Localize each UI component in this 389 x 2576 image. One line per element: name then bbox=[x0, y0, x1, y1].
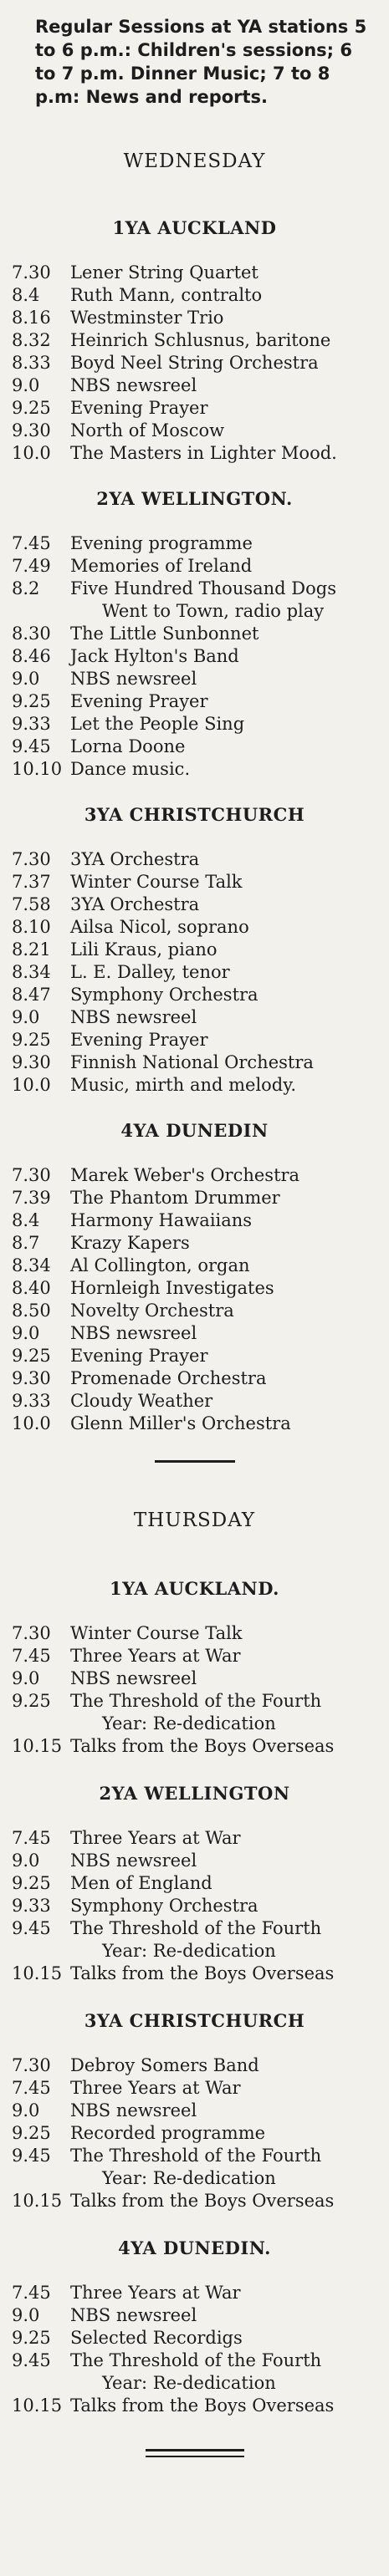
program-title: Harmony Hawaiians bbox=[70, 1210, 253, 1230]
station-block bbox=[12, 488, 377, 781]
program-time: 9.0 bbox=[12, 1668, 40, 1688]
program-item bbox=[12, 916, 377, 939]
program-item bbox=[12, 2077, 377, 2100]
program-title-wrap bbox=[70, 916, 377, 939]
program-item bbox=[12, 848, 377, 871]
program-title: NBS newsreel bbox=[70, 2100, 197, 2120]
program-title-wrap bbox=[70, 1345, 377, 1367]
program-title: The Threshold of the Fourth bbox=[70, 2350, 322, 2370]
program-title-wrap bbox=[70, 2145, 377, 2190]
program-time: 9.25 bbox=[12, 1873, 51, 1893]
program-time: 10.0 bbox=[12, 1413, 51, 1433]
program-item bbox=[12, 1667, 377, 1690]
program-title-continued: Year: Re-dedication bbox=[102, 1941, 276, 1961]
program-title: Three Years at War bbox=[70, 2283, 241, 2303]
program-title-wrap bbox=[70, 668, 377, 690]
program-item bbox=[12, 1367, 377, 1390]
program-item bbox=[12, 1074, 377, 1097]
program-item bbox=[12, 1255, 377, 1277]
program-item bbox=[12, 1827, 377, 1850]
program-title-continued: Year: Re-dedication bbox=[102, 2373, 276, 2393]
program-title: Evening Prayer bbox=[70, 1030, 208, 1050]
program-title-wrap bbox=[70, 1667, 377, 1690]
program-title: L. E. Dalley, tenor bbox=[70, 962, 230, 982]
program-title-wrap bbox=[70, 1390, 377, 1413]
station-block bbox=[12, 217, 377, 465]
program-time: 9.0 bbox=[12, 1323, 40, 1343]
station-heading: 2YA WELLINGTON. bbox=[96, 488, 293, 509]
program-time: 8.4 bbox=[12, 285, 40, 305]
program-title: Westminster Trio bbox=[70, 308, 224, 328]
program-title-wrap bbox=[70, 1074, 377, 1097]
program-title: Evening Prayer bbox=[70, 398, 208, 418]
program-title: Talks from the Boys Overseas bbox=[70, 2191, 335, 2211]
program-list bbox=[12, 1164, 377, 1435]
station-block bbox=[12, 804, 377, 1097]
program-title: The Little Sunbonnet bbox=[70, 624, 259, 644]
program-item bbox=[12, 1895, 377, 1917]
program-list bbox=[12, 1622, 377, 1758]
program-item bbox=[12, 2190, 377, 2212]
program-title-wrap bbox=[70, 2304, 377, 2327]
program-title-wrap bbox=[70, 2327, 377, 2349]
program-item bbox=[12, 442, 377, 465]
program-list bbox=[12, 2282, 377, 2417]
station-heading: 2YA WELLINGTON bbox=[99, 1783, 290, 1804]
station-block bbox=[12, 1783, 377, 1985]
program-title: Cloudy Weather bbox=[70, 1391, 213, 1411]
program-time: 10.15 bbox=[12, 1736, 63, 1756]
program-item bbox=[12, 420, 377, 442]
program-time: 7.45 bbox=[12, 2283, 51, 2303]
program-title: Evening Prayer bbox=[70, 1346, 208, 1366]
program-title-wrap bbox=[70, 2054, 377, 2077]
program-list bbox=[12, 2054, 377, 2212]
program-time: 7.30 bbox=[12, 2055, 51, 2075]
station-heading: 3YA CHRISTCHURCH bbox=[84, 804, 305, 825]
program-time: 7.49 bbox=[12, 556, 51, 576]
program-item bbox=[12, 329, 377, 352]
program-time: 9.0 bbox=[12, 669, 40, 689]
program-time: 8.34 bbox=[12, 962, 51, 982]
program-title-wrap bbox=[70, 2349, 377, 2395]
program-item bbox=[12, 1029, 377, 1051]
program-title-wrap bbox=[70, 713, 377, 736]
program-title: Hornleigh Investigates bbox=[70, 1278, 274, 1298]
day-heading: THURSDAY bbox=[133, 1509, 256, 1531]
program-title-wrap bbox=[70, 1622, 377, 1645]
program-item bbox=[12, 374, 377, 397]
program-time: 9.30 bbox=[12, 1368, 51, 1388]
program-title-wrap bbox=[70, 1029, 377, 1051]
program-title-wrap bbox=[70, 329, 377, 352]
program-item bbox=[12, 893, 377, 916]
program-title-wrap bbox=[70, 871, 377, 893]
program-time: 9.45 bbox=[12, 736, 51, 756]
program-title-continued: Went to Town, radio play bbox=[102, 601, 325, 621]
program-title-wrap bbox=[70, 420, 377, 442]
program-item bbox=[12, 1622, 377, 1645]
program-title-wrap bbox=[70, 1209, 377, 1232]
program-item bbox=[12, 1277, 377, 1300]
program-time: 7.45 bbox=[12, 1646, 51, 1666]
program-time: 9.25 bbox=[12, 398, 51, 418]
program-title-wrap bbox=[70, 736, 377, 758]
program-time: 7.30 bbox=[12, 849, 51, 869]
program-list bbox=[12, 848, 377, 1097]
program-item bbox=[12, 1187, 377, 1209]
station-heading: 1YA AUCKLAND bbox=[112, 217, 277, 238]
program-title: NBS newsreel bbox=[70, 2305, 197, 2325]
program-title-wrap bbox=[70, 284, 377, 307]
program-time: 10.15 bbox=[12, 2191, 63, 2211]
program-time: 8.47 bbox=[12, 985, 51, 1005]
regular-sessions-note: Regular Sessions at YA stations 5 to 6 p.m.: Children's sessions; 6 to 7 p.m. Dinner Music; 7 to 8 p.m: News and reports. bbox=[35, 17, 367, 107]
program-title-wrap bbox=[70, 2100, 377, 2122]
program-time: 9.30 bbox=[12, 420, 51, 440]
program-title-wrap bbox=[70, 397, 377, 420]
program-time: 10.0 bbox=[12, 443, 51, 463]
program-item bbox=[12, 2100, 377, 2122]
program-title-wrap bbox=[70, 1895, 377, 1917]
program-item bbox=[12, 578, 377, 623]
program-title-wrap bbox=[70, 1413, 377, 1435]
station-block bbox=[12, 1578, 377, 1758]
program-item bbox=[12, 1209, 377, 1232]
program-item bbox=[12, 1963, 377, 1985]
program-title: Heinrich Schlusnus, baritone bbox=[70, 330, 331, 350]
program-time: 9.0 bbox=[12, 2100, 40, 2120]
program-title-wrap bbox=[70, 1006, 377, 1029]
program-title-wrap bbox=[70, 532, 377, 555]
program-item bbox=[12, 2282, 377, 2304]
program-title-wrap bbox=[70, 1300, 377, 1322]
program-item bbox=[12, 713, 377, 736]
program-time: 9.0 bbox=[12, 2305, 40, 2325]
program-list bbox=[12, 1827, 377, 1985]
program-title-wrap bbox=[70, 2395, 377, 2417]
program-title-wrap bbox=[70, 623, 377, 645]
program-time: 9.45 bbox=[12, 2146, 51, 2166]
program-title-wrap bbox=[70, 1367, 377, 1390]
program-time: 10.15 bbox=[12, 2395, 63, 2416]
program-item bbox=[12, 1917, 377, 1963]
program-title: The Phantom Drummer bbox=[70, 1188, 280, 1208]
program-item bbox=[12, 262, 377, 284]
program-item bbox=[12, 352, 377, 374]
program-item bbox=[12, 1164, 377, 1187]
program-title-wrap bbox=[70, 1850, 377, 1872]
program-item bbox=[12, 2122, 377, 2145]
program-title: Three Years at War bbox=[70, 1828, 241, 1848]
program-item bbox=[12, 307, 377, 329]
program-time: 9.25 bbox=[12, 1030, 51, 1050]
day-heading: WEDNESDAY bbox=[123, 150, 266, 172]
program-title-wrap bbox=[70, 961, 377, 984]
program-title: Boyd Neel String Orchestra bbox=[70, 353, 319, 373]
program-time: 7.58 bbox=[12, 894, 51, 914]
program-title: The Threshold of the Fourth bbox=[70, 1918, 322, 1938]
program-time: 8.40 bbox=[12, 1278, 51, 1298]
program-item bbox=[12, 1413, 377, 1435]
station-heading: 1YA AUCKLAND. bbox=[110, 1578, 279, 1599]
program-title-wrap bbox=[70, 1164, 377, 1187]
program-item bbox=[12, 961, 377, 984]
program-title: Evening programme bbox=[70, 533, 253, 553]
program-item bbox=[12, 2304, 377, 2327]
program-time: 8.34 bbox=[12, 1255, 51, 1275]
station-block bbox=[12, 2237, 377, 2417]
program-title: Memories of Ireland bbox=[70, 556, 253, 576]
program-time: 7.45 bbox=[12, 533, 51, 553]
station-block bbox=[12, 1120, 377, 1435]
program-title: Lili Kraus, piano bbox=[70, 939, 218, 960]
program-item bbox=[12, 984, 377, 1006]
program-time: 9.0 bbox=[12, 1851, 40, 1871]
program-title: Selected Recordigs bbox=[70, 2328, 243, 2348]
program-item bbox=[12, 939, 377, 961]
program-title-wrap bbox=[70, 307, 377, 329]
program-time: 9.33 bbox=[12, 1896, 51, 1916]
program-item bbox=[12, 668, 377, 690]
program-time: 8.30 bbox=[12, 624, 51, 644]
program-title-wrap bbox=[70, 1690, 377, 1735]
program-time: 9.25 bbox=[12, 691, 51, 711]
program-item bbox=[12, 645, 377, 668]
program-time: 8.50 bbox=[12, 1301, 51, 1321]
program-item bbox=[12, 2054, 377, 2077]
program-title-wrap bbox=[70, 2190, 377, 2212]
program-title-wrap bbox=[70, 262, 377, 284]
program-title-wrap bbox=[70, 1917, 377, 1963]
program-title: Evening Prayer bbox=[70, 691, 208, 711]
program-time: 9.33 bbox=[12, 714, 51, 734]
program-title: The Threshold of the Fourth bbox=[70, 2146, 322, 2166]
program-title-wrap bbox=[70, 374, 377, 397]
day-section-wednesday bbox=[12, 150, 377, 1463]
program-title-wrap bbox=[70, 645, 377, 668]
program-title-wrap bbox=[70, 984, 377, 1006]
program-time: 7.30 bbox=[12, 262, 51, 283]
program-title: NBS newsreel bbox=[70, 375, 197, 395]
program-title: NBS newsreel bbox=[70, 1851, 197, 1871]
program-time: 8.33 bbox=[12, 353, 51, 373]
program-title-wrap bbox=[70, 1051, 377, 1074]
program-title-wrap bbox=[70, 939, 377, 961]
program-title: Krazy Kapers bbox=[70, 1233, 190, 1253]
program-time: 9.33 bbox=[12, 1391, 51, 1411]
program-title-wrap bbox=[70, 1232, 377, 1255]
program-title: Finnish National Orchestra bbox=[70, 1052, 314, 1072]
program-item bbox=[12, 1051, 377, 1074]
station-heading: 4YA DUNEDIN bbox=[120, 1120, 269, 1141]
program-title: Promenade Orchestra bbox=[70, 1368, 267, 1388]
program-time: 10.0 bbox=[12, 1075, 51, 1095]
program-time: 8.32 bbox=[12, 330, 51, 350]
program-item bbox=[12, 736, 377, 758]
program-time: 10.15 bbox=[12, 1963, 63, 1983]
program-time: 9.45 bbox=[12, 1918, 51, 1938]
program-title: Lorna Doone bbox=[70, 736, 186, 756]
program-title-wrap bbox=[70, 848, 377, 871]
program-title: Men of England bbox=[70, 1873, 212, 1893]
program-title: Lener String Quartet bbox=[70, 262, 258, 283]
program-time: 7.45 bbox=[12, 2078, 51, 2098]
program-title: Talks from the Boys Overseas bbox=[70, 2395, 335, 2416]
program-title: NBS newsreel bbox=[70, 1323, 197, 1343]
station-heading: 4YA DUNEDIN. bbox=[118, 2237, 271, 2258]
program-title: Dance music. bbox=[70, 759, 191, 779]
program-time: 8.7 bbox=[12, 1233, 40, 1253]
program-item bbox=[12, 1735, 377, 1758]
program-item bbox=[12, 1006, 377, 1029]
program-title: Winter Course Talk bbox=[70, 872, 243, 892]
program-title: Ruth Mann, contralto bbox=[70, 285, 263, 305]
program-item bbox=[12, 397, 377, 420]
program-time: 9.30 bbox=[12, 1052, 51, 1072]
program-title: The Threshold of the Fourth bbox=[70, 1691, 322, 1711]
program-title: Jack Hylton's Band bbox=[70, 646, 239, 666]
program-time: 8.4 bbox=[12, 1210, 40, 1230]
program-list bbox=[12, 262, 377, 465]
section-divider bbox=[155, 1460, 235, 1463]
program-time: 9.25 bbox=[12, 1346, 51, 1366]
program-title: NBS newsreel bbox=[70, 1007, 197, 1027]
program-title: Winter Course Talk bbox=[70, 1623, 243, 1643]
program-title-wrap bbox=[70, 1277, 377, 1300]
program-title-wrap bbox=[70, 1187, 377, 1209]
section-divider-double bbox=[146, 2456, 244, 2457]
program-item bbox=[12, 1232, 377, 1255]
program-time: 8.21 bbox=[12, 939, 51, 960]
program-time: 9.45 bbox=[12, 2350, 51, 2370]
program-title-wrap bbox=[70, 758, 377, 781]
station-heading: 3YA CHRISTCHURCH bbox=[84, 2010, 305, 2031]
program-item bbox=[12, 1390, 377, 1413]
program-title-wrap bbox=[70, 352, 377, 374]
program-item bbox=[12, 284, 377, 307]
program-title: NBS newsreel bbox=[70, 1668, 197, 1688]
program-title: Marek Weber's Orchestra bbox=[70, 1165, 300, 1185]
program-item bbox=[12, 690, 377, 713]
program-title: Debroy Somers Band bbox=[70, 2055, 259, 2075]
schedule bbox=[12, 150, 377, 2457]
program-title: 3YA Orchestra bbox=[70, 894, 200, 914]
program-list bbox=[12, 532, 377, 781]
program-title: 3YA Orchestra bbox=[70, 849, 200, 869]
program-time: 8.46 bbox=[12, 646, 51, 666]
program-item bbox=[12, 2395, 377, 2417]
program-item bbox=[12, 2349, 377, 2395]
program-item bbox=[12, 623, 377, 645]
program-title-wrap bbox=[70, 578, 377, 623]
program-title-wrap bbox=[70, 1255, 377, 1277]
program-title: Let the People Sing bbox=[70, 714, 245, 734]
day-section-thursday bbox=[12, 1509, 377, 2457]
program-item bbox=[12, 1690, 377, 1735]
program-time: 9.0 bbox=[12, 375, 40, 395]
program-item bbox=[12, 758, 377, 781]
program-title-wrap bbox=[70, 2077, 377, 2100]
program-item bbox=[12, 555, 377, 578]
program-time: 10.10 bbox=[12, 759, 63, 779]
program-title-wrap bbox=[70, 1645, 377, 1667]
program-title-wrap bbox=[70, 442, 377, 465]
program-title-wrap bbox=[70, 1827, 377, 1850]
program-time: 9.25 bbox=[12, 1691, 51, 1711]
program-time: 7.39 bbox=[12, 1188, 51, 1208]
program-title-wrap bbox=[70, 1872, 377, 1895]
program-time: 9.25 bbox=[12, 2328, 51, 2348]
program-title: Ailsa Nicol, soprano bbox=[70, 917, 249, 937]
program-item bbox=[12, 871, 377, 893]
program-time: 7.45 bbox=[12, 1828, 51, 1848]
program-title: North of Moscow bbox=[70, 420, 225, 440]
program-item bbox=[12, 1322, 377, 1345]
program-title: Talks from the Boys Overseas bbox=[70, 1736, 335, 1756]
program-title: Music, mirth and melody. bbox=[70, 1075, 296, 1095]
program-time: 8.10 bbox=[12, 917, 51, 937]
program-title-wrap bbox=[70, 555, 377, 578]
program-title-wrap bbox=[70, 893, 377, 916]
program-title: Novelty Orchestra bbox=[70, 1301, 234, 1321]
program-title-continued: Year: Re-dedication bbox=[102, 1713, 276, 1733]
program-title: Talks from the Boys Overseas bbox=[70, 1963, 335, 1983]
program-time: 8.16 bbox=[12, 308, 51, 328]
program-time: 9.25 bbox=[12, 2123, 51, 2143]
section-divider bbox=[146, 2449, 244, 2451]
program-title: Al Collington, organ bbox=[70, 1255, 250, 1275]
program-item bbox=[12, 1645, 377, 1667]
program-title: Recorded programme bbox=[70, 2123, 266, 2143]
program-item bbox=[12, 1872, 377, 1895]
program-title-wrap bbox=[70, 1963, 377, 1985]
program-title: Three Years at War bbox=[70, 1646, 241, 1666]
program-title-wrap bbox=[70, 1322, 377, 1345]
program-title-wrap bbox=[70, 1735, 377, 1758]
program-title: Symphony Orchestra bbox=[70, 985, 258, 1005]
program-title: The Masters in Lighter Mood. bbox=[70, 443, 337, 463]
program-title-wrap bbox=[70, 2282, 377, 2304]
program-time: 7.30 bbox=[12, 1165, 51, 1185]
program-item bbox=[12, 1300, 377, 1322]
program-item bbox=[12, 2327, 377, 2349]
program-title: Three Years at War bbox=[70, 2078, 241, 2098]
program-title: Five Hundred Thousand Dogs bbox=[70, 578, 336, 598]
program-time: 7.37 bbox=[12, 872, 51, 892]
program-title: Glenn Miller's Orchestra bbox=[70, 1413, 291, 1433]
program-title-wrap bbox=[70, 690, 377, 713]
program-title-continued: Year: Re-dedication bbox=[102, 2168, 276, 2188]
program-item bbox=[12, 1850, 377, 1872]
station-block bbox=[12, 2010, 377, 2212]
program-title: NBS newsreel bbox=[70, 669, 197, 689]
program-time: 8.2 bbox=[12, 578, 40, 598]
program-item bbox=[12, 2145, 377, 2190]
program-item bbox=[12, 1345, 377, 1367]
program-title: Symphony Orchestra bbox=[70, 1896, 258, 1916]
program-time: 9.0 bbox=[12, 1007, 40, 1027]
program-title-wrap bbox=[70, 2122, 377, 2145]
program-time: 7.30 bbox=[12, 1623, 51, 1643]
program-item bbox=[12, 532, 377, 555]
